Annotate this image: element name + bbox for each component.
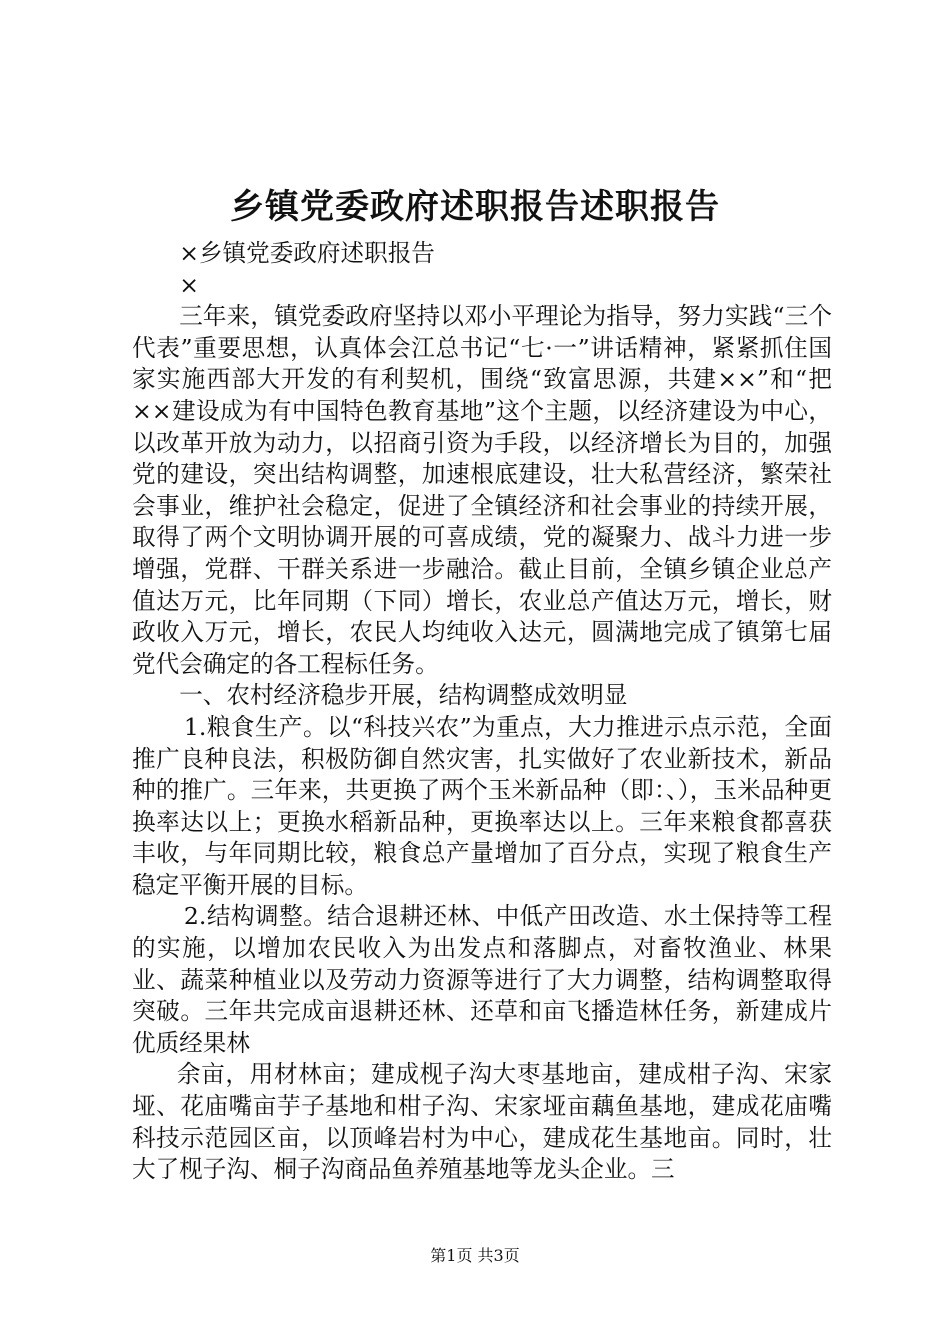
page-footer: 第1页 共3页 (430, 1246, 520, 1265)
doc-subtitle: ×乡镇党委政府述职报告 (179, 239, 435, 267)
doc-marker: × (179, 270, 199, 299)
paragraph-grain-production: 1.粮食生产。以“科技兴农”为重点，大力推进示点示范，全面推广良种良法，积极防御自然灾害，扎实做好了农业新技术，新品种的推广。三年来，共更换了两个玉米新品种（即：、），玉米品种更换率达以上；更换水稻新品种，更换率达以上。三年来粮食都喜获丰收，与年同期比较，粮食总产量增加了百分点，实现了粮食生产稳定平衡开展的目标。 (132, 712, 832, 899)
document-title: 乡镇党委政府述职报告述职报告 (230, 187, 720, 227)
document-body (132, 238, 832, 1186)
section-heading-1: 一、农村经济稳步开展，结构调整成效明显 (179, 681, 628, 710)
paragraph-structure-adjustment: 2.结构调整。结合退耕还林、中低产田改造、水土保持等工程的实施，以增加农民收入为出发点和落脚点，对畜牧渔业、林果业、蔬菜种植业以及劳动力资源等进行了大力调整，结构调整取得突破。三年共完成亩退耕还林、还草和亩飞播造林任务，新建成片优质经果林 (132, 902, 832, 1057)
paragraph-intro: 三年来，镇党委政府坚持以邓小平理论为指导，努力实践“三个代表”重要思想，认真体会江总书记“七·一”讲话精神，紧紧抓住国家实施西部大开发的有利契机，围绕“致富思源，共建××”和“把××建设成为有中国特色教育基地”这个主题，以经济建设为中心，以改革开放为动力，以招商引资为手段，以经济增长为目的，加强党的建设，突出结构调整，加速根底建设，壮大私营经济，繁荣社会事业，维护社会稳定，促进了全镇经济和社会事业的持续开展，取得了两个文明协调开展的可喜成绩，党的凝聚力、战斗力进一步增强，党群、干群关系进一步融洽。截止目前，全镇乡镇企业总产值达万元，比年同期（下同）增长，农业总产值达万元，增长，财政收入万元，增长，农民人均纯收入达元，圆满地完成了镇第七届党代会确定的各工程标任务。 (132, 302, 832, 678)
paragraph-continuation: 余亩，用材林亩；建成枧子沟大枣基地亩，建成柑子沟、宋家垭、花庙嘴亩芋子基地和柑子沟、宋家垭亩藕鱼基地，建成花庙嘴科技示范园区亩，以顶峰岩村为中心，建成花生基地亩。同时，壮大了枧子沟、桐子沟商品鱼养殖基地等龙头企业。三 (132, 1060, 832, 1184)
